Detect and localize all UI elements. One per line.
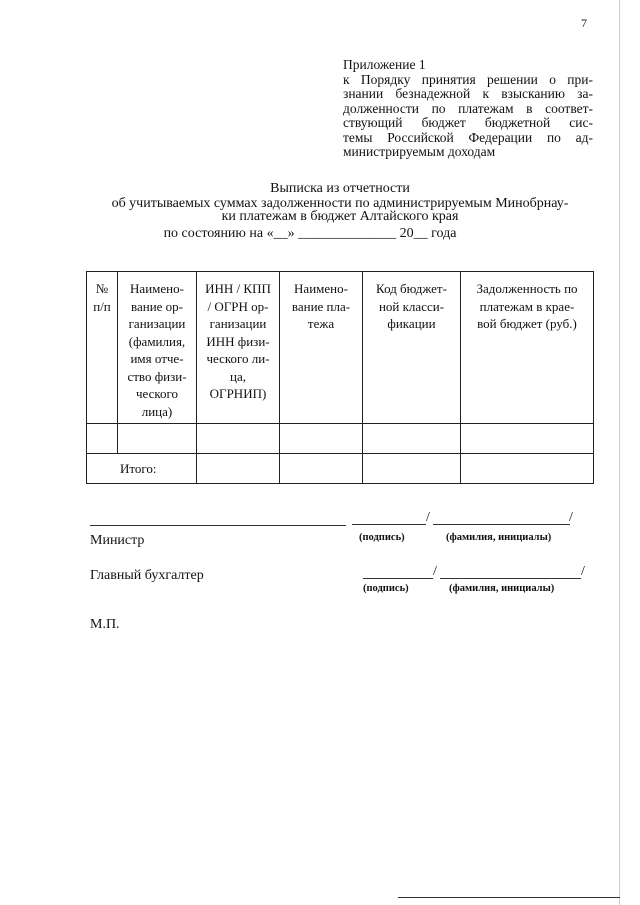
document-title: Выписка из отчетности [270,181,410,196]
signature-caption: (подпись) [359,532,405,543]
accountant-label: Главный бухгалтер [90,568,204,583]
debt-table [86,271,594,484]
table-cell[interactable] [197,424,280,454]
column-header-organization: Наимено- вание ор- ганизации (фамилия, имя отче- ство физи- ческого лица) [118,272,197,424]
appendix-line: Приложение 1 [343,57,426,72]
table-cell[interactable] [280,454,363,484]
report-date-line: по состоянию на «__» ______________ 20__ года [163,226,457,241]
column-header-budget-code: Код бюджет- ной класси- фикации [363,272,461,424]
accountant-slash-end: / [581,564,585,579]
scan-bottom-line [398,897,620,898]
appendix-note [343,58,593,160]
table-cell[interactable] [118,424,197,454]
column-header-debt: Задолженность по платежам в крае- вой бюджет (руб.) [461,272,594,424]
table-cell[interactable] [197,454,280,484]
appendix-line: долженности по платежам в соответ- [343,100,593,116]
table-cell[interactable] [461,454,594,484]
table-cell[interactable] [280,424,363,454]
page-number: 7 [581,16,587,30]
table-total-row [87,454,594,484]
accountant-fullname-line[interactable] [440,578,581,579]
table-cell[interactable] [363,454,461,484]
appendix-line: темы Российской Федерации по ад- [343,129,593,145]
minister-slash-end: / [569,510,573,525]
accountant-slash: / [433,564,437,579]
name-caption: (фамилия, инициалы) [449,583,555,594]
accountant-signature-line[interactable] [363,578,433,579]
table-cell[interactable] [461,424,594,454]
stamp-label: М.П. [90,617,120,632]
document-subtitle-line: ки платежам в бюджет Алтайского края [221,209,459,224]
column-header-payment: Наимено- вание пла- тежа [280,272,363,424]
table-cell[interactable] [87,424,118,454]
column-header-inn: ИНН / КПП / ОГРН ор- ганизации ИНН физи- ческого ли- ца, ОГРНИП) [197,272,280,424]
column-header-number: № п/п [87,272,118,424]
table-header-row [87,272,594,424]
appendix-line: знании безнадежной к взысканию за- [343,86,593,101]
scan-edge-line [619,0,620,905]
minister-signature-line[interactable] [352,524,426,525]
signature-caption: (подпись) [363,583,409,594]
appendix-line: министрируемым доходам [343,144,496,159]
table-row [87,424,594,454]
minister-label: Министр [90,533,145,548]
document-subtitle-line: об учитываемых суммах задолженности по администрируемым Минобрнау- [111,196,569,211]
minister-slash: / [426,510,430,525]
minister-name-line [90,525,346,526]
appendix-line: к Порядку принятия решении о при- [343,71,593,87]
table-cell[interactable] [363,424,461,454]
total-label: Итого: [87,454,197,484]
minister-fullname-line[interactable] [433,524,570,525]
appendix-line: ствующий бюджет бюджетной сис- [343,115,593,130]
name-caption: (фамилия, инициалы) [446,532,552,543]
